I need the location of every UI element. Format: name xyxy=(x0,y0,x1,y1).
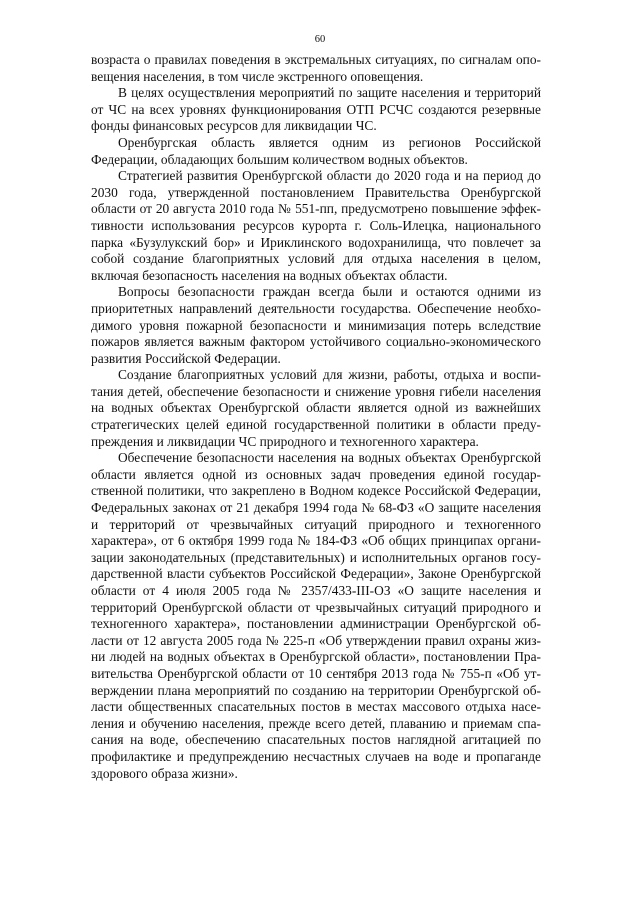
page-number: 60 xyxy=(314,34,326,45)
paragraph-development-strategy: Стратегией развития Оренбургской области до 2020 года и на период до 2030 года, утвержденной постановлением Правительства Оренбургской области от 20 августа 2010 года № 551-пп, предусмотрено повышение эффективности использования ресурсов курорта г. Соль-Илецка, национального парка «Бузулукский бор» и Ириклинского водохранилища, что повлечет за собой создание благоприятных условий для отдыха населения в целом, включая безопасность населения на водных объектах области. xyxy=(91,168,541,283)
paragraph-continued: возраста о правилах поведения в экстремальных ситуациях, по сигналам оповещения населения, в том числе экстренного оповещения. xyxy=(91,52,541,84)
paragraph-favorable-conditions: Создание благоприятных условий для жизни, работы, отдыха и воспитания детей, обеспечение безопасности и снижение уровня гибели населения на водных объектах Оренбургской области является одной из важнейших стратегических целей единой государственной политики в области предупреждения и ликвидации ЧС природного и техногенного характера. xyxy=(91,367,541,449)
paragraph-citizen-safety: Вопросы безопасности граждан всегда были и остаются одними из приоритетных направлений деятельности государства. Обеспечение необходимого уровня пожарной безопасности и минимизация потерь вследствие пожаров является важным фактором устойчивого социально-экономического развития Российской Федерации. xyxy=(91,284,541,366)
paragraph-reserve-funds: В целях осуществления мероприятий по защите населения и территорий от ЧС на всех уровнях функционирования ОТП РСЧС создаются резервные фонды финансовых ресурсов для ликвидации ЧС. xyxy=(91,85,541,134)
paragraph-water-objects: Оренбургская область является одним из регионов Российской Федерации, обладающих большим количеством водных объектов. xyxy=(91,134,541,167)
document-body xyxy=(91,52,541,782)
paragraph-legal-framework: Обеспечение безопасности населения на водных объектах Оренбургской области является одной из основных задач проведения единой государственной политики, что закреплено в Водном кодексе Российской Федерации, Федеральных законах от 21 декабря 1994 года № 68-ФЗ «О защите населения и территорий от чрезвычайных ситуаций природного и техногенного характера», от 6 октября 1999 года № 184-ФЗ «Об общих принципах организации законодательных (представительных) и исполнительных органов государственной власти субъектов Российской Федерации», Законе Оренбургской области от 4 июля 2005 года № 2357/433-III-ОЗ «О защите населения и территорий Оренбургской области от чрезвычайных ситуаций природного и техногенного характера», постановлении администрации Оренбургской области от 12 августа 2005 года № 225-п «Об утверждении правил охраны жизни людей на водных объектах в Оренбургской области», постановлении Правительства Оренбургской области от 10 сентября 2013 года № 755-п «Об утверждении плана мероприятий по созданию на территории Оренбургской области общественных спасательных постов в местах массового отдыха населения и обучению населения, прежде всего детей, плаванию и приемам спасания на воде, обеспечению спасательных постов наглядной агитацией по профилактике и предупреждению несчастных случаев на воде и пропаганде здорового образа жизни». xyxy=(91,450,541,781)
